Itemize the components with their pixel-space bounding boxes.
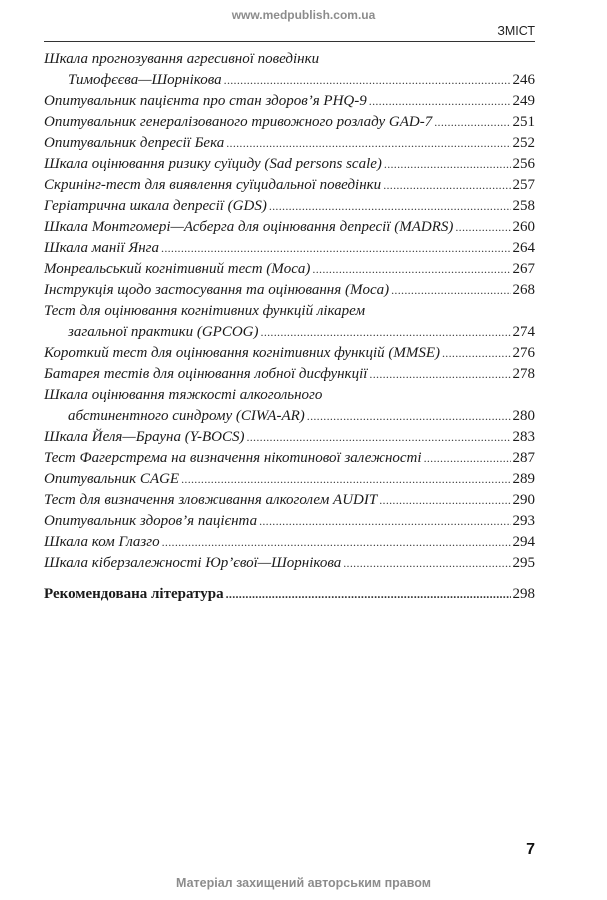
toc-entry-page: 246 [512, 72, 535, 88]
toc-entry-title: Опитувальник здоров’я пацієнта [44, 513, 258, 529]
toc-entry-title: Інструкція щодо застосування та оцінювання (Moca) [44, 282, 390, 298]
toc-entry [44, 385, 535, 406]
toc-entry-title: Скринінг-тест для виявлення суїцидальної поведінки [44, 177, 382, 193]
dot-leader [424, 448, 511, 469]
toc-entry [44, 427, 535, 448]
toc-entry-page: 268 [512, 282, 535, 298]
dot-leader [434, 112, 510, 133]
copyright-notice: Матеріал захищений авторським правом [176, 876, 431, 890]
dot-leader [455, 217, 510, 238]
page-number: 7 [526, 841, 535, 858]
toc-entry [44, 511, 535, 532]
toc-entry [44, 364, 535, 385]
toc-entry [44, 175, 535, 196]
dot-leader [369, 364, 510, 385]
dot-leader [343, 553, 510, 574]
toc-entry [44, 259, 535, 280]
toc-entry-page: 290 [512, 492, 535, 508]
toc-entry [44, 448, 535, 469]
dot-leader [384, 154, 511, 175]
toc-entry [44, 196, 535, 217]
toc-entry-page: 289 [512, 471, 535, 487]
dot-leader [261, 322, 511, 343]
toc-entry [44, 406, 535, 427]
toc-entry-title: Геріатрична шкала депресії (GDS) [44, 198, 267, 214]
toc-entry-page: 283 [512, 429, 535, 445]
toc-entry [44, 91, 535, 112]
dot-leader [161, 238, 510, 259]
toc-entry-page: 293 [512, 513, 535, 529]
toc-entry [44, 112, 535, 133]
table-of-contents [44, 49, 535, 605]
toc-entry [44, 280, 535, 301]
toc-entry-page: 264 [512, 240, 535, 256]
toc-entry-title: Шкала оцінювання тяжкості алкогольного [44, 387, 323, 403]
toc-entry-title: Опитувальник CAGE [44, 471, 180, 487]
toc-entry [44, 301, 535, 322]
toc-entry [44, 469, 535, 490]
dot-leader [369, 91, 511, 112]
dot-leader [224, 70, 511, 91]
toc-entry-title: Шкала манії Янга [44, 240, 160, 256]
dot-leader [383, 175, 510, 196]
toc-entry-page: 294 [512, 534, 535, 550]
dot-leader [312, 259, 510, 280]
dot-leader [379, 490, 510, 511]
toc-entry-title: Тест для оцінювання когнітивних функцій лікарем [44, 303, 366, 319]
toc-entry-title: Шкала кіберзалежності Юр’євої—Шорнікова [44, 555, 342, 571]
toc-entry-title: Батарея тестів для оцінювання лобної дисфункції [44, 366, 368, 382]
toc-entry-page: 256 [512, 156, 535, 172]
dot-leader [226, 133, 510, 154]
toc-entry [44, 532, 535, 553]
toc-entry-page: 257 [512, 177, 535, 193]
toc-entry [44, 70, 535, 91]
toc-entry-title: Рекомендована література [44, 586, 224, 602]
dot-leader [246, 427, 510, 448]
dot-leader [181, 469, 510, 490]
toc-entry-title: абстинентного синдрому (CIWA-AR) [68, 408, 305, 424]
toc-entry-page: 287 [512, 450, 535, 466]
toc-entry [44, 553, 535, 574]
toc-entry [44, 154, 535, 175]
toc-entry-title: Шкала Йеля—Брауна (Y-BOCS) [44, 429, 245, 445]
toc-entry-page: 251 [512, 114, 535, 130]
toc-entry-page: 280 [512, 408, 535, 424]
toc-entry-title: Тест Фагерстрема на визначення нікотинової залежності [44, 450, 422, 466]
toc-entry-title: Тест для визначення зловживання алкоголем AUDIT [44, 492, 378, 508]
toc-entry-title: Опитувальник депресії Бека [44, 135, 225, 151]
toc-entry [44, 133, 535, 154]
toc-entry-page: 258 [512, 198, 535, 214]
toc-entry-page: 278 [512, 366, 535, 382]
toc-entry-page: 249 [512, 93, 535, 109]
toc-entry [44, 584, 535, 605]
dot-leader [162, 532, 511, 553]
toc-entry-title: Опитувальник пацієнта про стан здоров’я PHQ-9 [44, 93, 367, 109]
toc-entry-title: Тимофєєва—Шорнікова [68, 72, 222, 88]
publisher-url: www.medpublish.com.ua [231, 8, 376, 22]
toc-entry-title: Короткий тест для оцінювання когнітивних функцій (MMSE) [44, 345, 440, 361]
dot-leader [307, 406, 511, 427]
toc-entry-page: 267 [512, 261, 535, 277]
toc-entry-title: Опитувальник генералізованого тривожного розладу GAD-7 [44, 114, 433, 130]
toc-entry-page: 252 [512, 135, 535, 151]
toc-entry [44, 217, 535, 238]
dot-leader [259, 511, 510, 532]
dot-leader [442, 343, 511, 364]
toc-entry-title: Шкала ком Глазго [44, 534, 160, 550]
toc-entry [44, 343, 535, 364]
section-title: ЗМІСТ [497, 24, 535, 38]
toc-entry-page: 276 [512, 345, 535, 361]
toc-entry [44, 238, 535, 259]
toc-entry-title: загальної практики (GPCOG) [68, 324, 259, 340]
toc-entry-page: 260 [512, 219, 535, 235]
toc-entry [44, 49, 535, 70]
dot-leader [226, 584, 511, 605]
toc-entry [44, 490, 535, 511]
toc-entry-page: 295 [512, 555, 535, 571]
dot-leader [269, 196, 511, 217]
toc-entry [44, 322, 535, 343]
dot-leader [391, 280, 510, 301]
toc-entry-title: Монреальський когнітивний тест (Moca) [44, 261, 311, 277]
toc-entry-title: Шкала оцінювання ризику суїциду (Sad persons scale) [44, 156, 382, 172]
toc-entry-page: 274 [512, 324, 535, 340]
toc-entry-title: Шкала Монтгомері—Асберга для оцінювання депресії (MADRS) [44, 219, 454, 235]
toc-entry-title: Шкала прогнозування агресивної поведінки [44, 51, 320, 67]
toc-entry-page: 298 [512, 586, 535, 602]
header-divider [44, 41, 535, 42]
